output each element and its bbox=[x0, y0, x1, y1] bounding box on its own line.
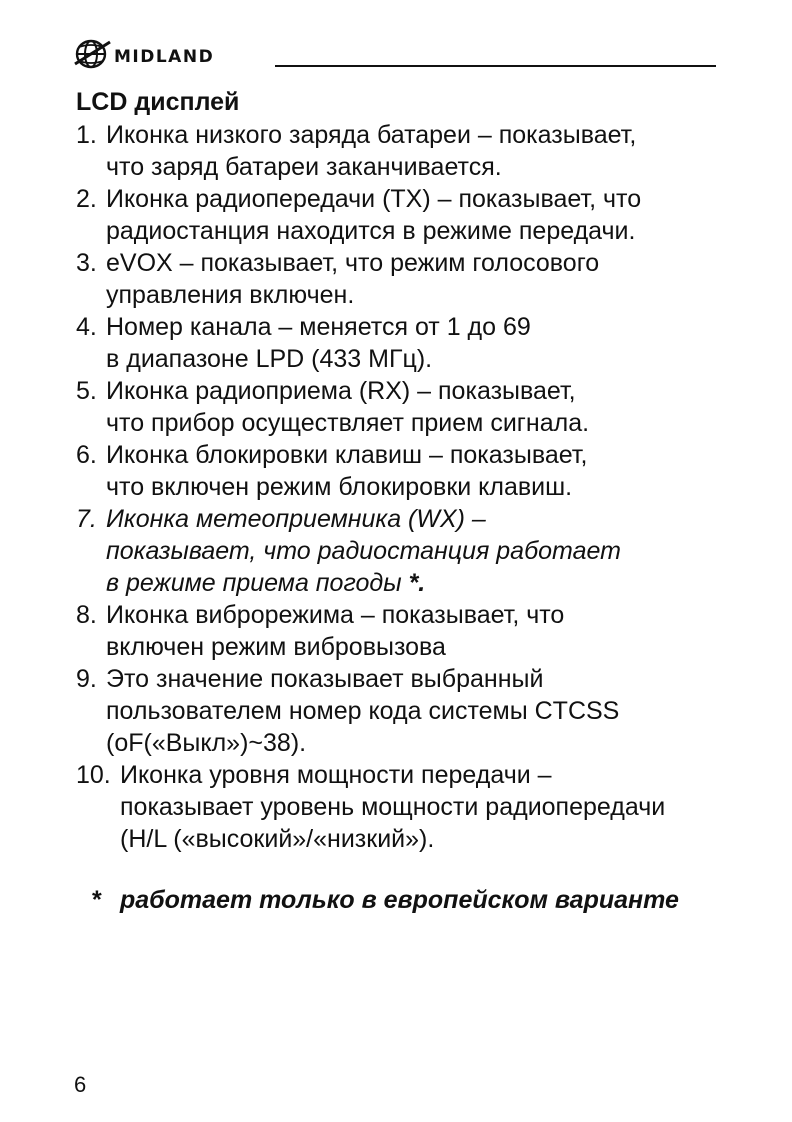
item-line: Иконка радиоприема (RX) – показывает, bbox=[106, 377, 576, 405]
footnote bbox=[92, 884, 679, 916]
item-number: 6. bbox=[76, 441, 97, 469]
list-item bbox=[76, 119, 756, 183]
item-line: Номер канала – меняется от 1 до 69 bbox=[106, 313, 531, 341]
item-number: 1. bbox=[76, 121, 97, 149]
list-item bbox=[76, 759, 756, 855]
item-line: показывает уровень мощности радиопередачи bbox=[120, 793, 666, 821]
item-line: что прибор осуществляет прием сигнала. bbox=[106, 409, 590, 437]
section-title: LCD дисплей bbox=[76, 88, 240, 116]
list-item bbox=[76, 503, 756, 599]
item-line: Иконка радиопередачи (TX) – показывает, что bbox=[106, 185, 642, 213]
item-number: 2. bbox=[76, 185, 97, 213]
list-item bbox=[76, 439, 756, 503]
page-header bbox=[74, 38, 716, 72]
item-line: (H/L («высокий»/«низкий»). bbox=[120, 825, 435, 853]
item-line: в диапазоне LPD (433 МГц). bbox=[106, 345, 433, 373]
item-line: что включен режим блокировки клавиш. bbox=[106, 473, 573, 501]
item-line: включен режим вибровызова bbox=[106, 633, 446, 661]
list-item bbox=[76, 375, 756, 439]
item-line: Иконка виброрежима – показывает, что bbox=[106, 601, 565, 629]
item-line: что заряд батареи заканчивается. bbox=[106, 153, 502, 181]
item-number: 8. bbox=[76, 601, 97, 629]
item-number: 9. bbox=[76, 665, 97, 693]
item-line: (oF(«Выкл»)~38). bbox=[106, 729, 307, 757]
item-line: eVOX – показывает, что режим голосового bbox=[106, 249, 600, 277]
item-line: Это значение показывает выбранный bbox=[106, 665, 544, 693]
list-item bbox=[76, 247, 756, 311]
brand-name: MIDLAND bbox=[114, 47, 215, 67]
lcd-items-list bbox=[76, 119, 756, 855]
item-number: 5. bbox=[76, 377, 97, 405]
list-item bbox=[76, 311, 756, 375]
globe-logo-icon bbox=[74, 38, 112, 70]
list-item bbox=[76, 183, 756, 247]
item-line: радиостанция находится в режиме передачи. bbox=[106, 217, 636, 245]
item-line: в режиме приема погоды *. bbox=[106, 569, 426, 597]
item-line: Иконка блокировки клавиш – показывает, bbox=[106, 441, 588, 469]
item-number: 4. bbox=[76, 313, 97, 341]
list-item bbox=[76, 663, 756, 759]
item-line: Иконка уровня мощности передачи – bbox=[120, 761, 552, 789]
item-line: пользователем номер кода системы CTCSS bbox=[106, 697, 620, 725]
item-number: 10. bbox=[76, 761, 111, 789]
item-line: управления включен. bbox=[106, 281, 355, 309]
list-item bbox=[76, 599, 756, 663]
item-number: 7. bbox=[76, 505, 97, 533]
page-number: 6 bbox=[74, 1072, 87, 1097]
item-line: Иконка низкого заряда батареи – показывает, bbox=[106, 121, 637, 149]
item-line: показывает, что радиостанция работает bbox=[106, 537, 621, 565]
footnote-text: работает только в европейском варианте bbox=[120, 886, 679, 914]
item-line: Иконка метеоприемника (WX) – bbox=[106, 505, 486, 533]
item-number: 3. bbox=[76, 249, 97, 277]
footnote-marker: * bbox=[92, 886, 102, 914]
brand-logo-text bbox=[114, 47, 214, 67]
header-rule bbox=[275, 65, 716, 67]
